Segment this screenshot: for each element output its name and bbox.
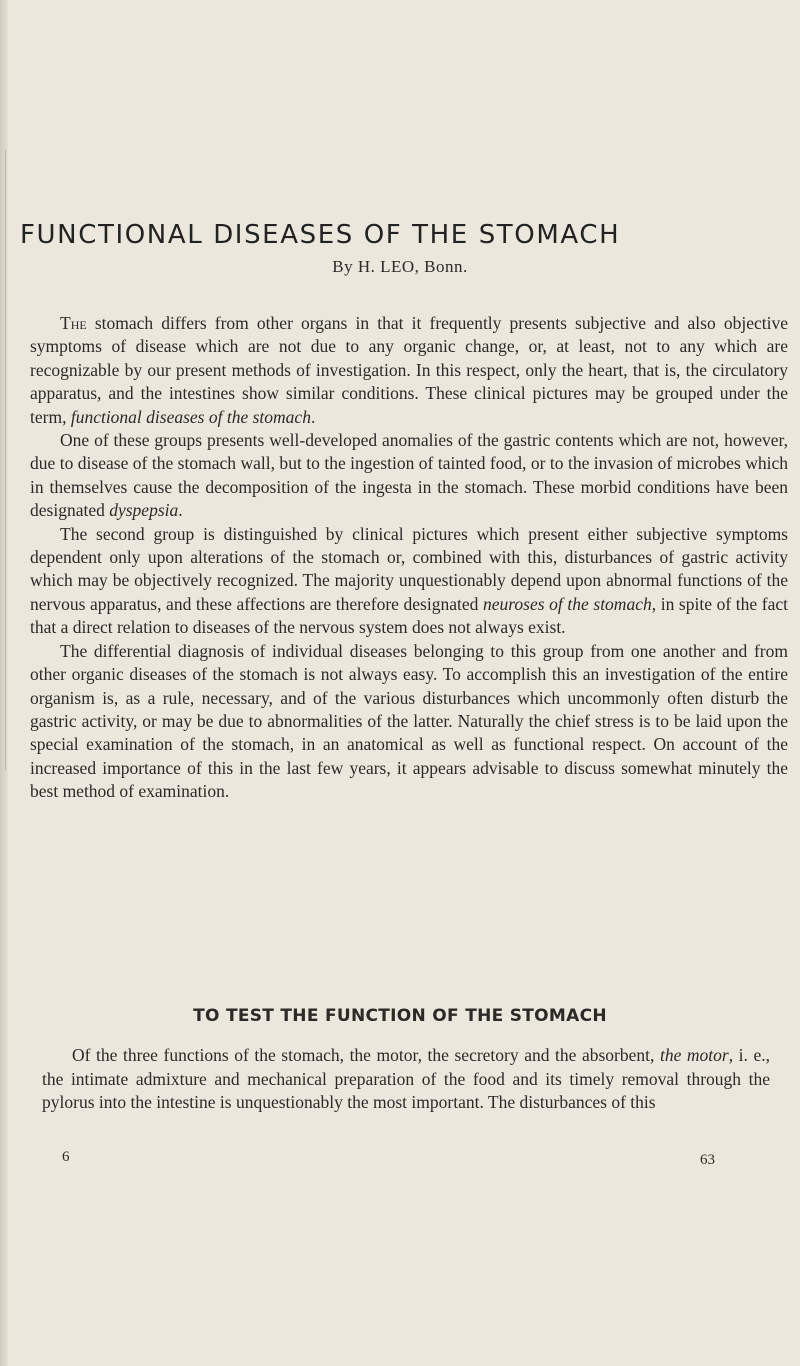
gutter-line: [5, 150, 6, 770]
section-heading: TO TEST THE FUNCTION OF THE STOMACH: [193, 1006, 607, 1026]
italic-term: neuroses of the stomach: [482, 593, 652, 614]
paragraph: [30, 429, 788, 523]
author-byline: By H. LEO, Bonn.: [332, 257, 468, 276]
paragraph-text: One of these groups presents well-developed anomalies of the gastric contents which are not, however, due to disease of the stomach wall, but to the ingestion of tainted food, or to the invasion of microbes which in themselves cause the decomposition of the ingesta in the stomach. These morbid conditions have been designated: [30, 430, 788, 521]
paragraph-text: The second group is distinguished by clinical pictures which present either subjective symptoms dependent only upon alterations of the stomach or, combined with this, disturbances of gastric activity which may be objectively recognized. The majority unquestionably depend upon abnormal functions of the nervous apparatus, and these affections are therefore designated: [30, 523, 788, 614]
paragraph-text: .: [178, 500, 183, 521]
italic-term: the motor: [659, 1045, 729, 1065]
paragraph: [30, 523, 788, 640]
signature-mark: 6: [62, 1149, 70, 1165]
paragraph: [30, 640, 788, 804]
paragraph-text: , i. e., the intimate admixture and mechanical preparation of the food and its timely removal through the pylorus into the intestine is unquestionably the most important. The disturbances of this: [42, 1045, 770, 1113]
italic-term: functional diseases of the stomach: [70, 406, 311, 427]
paragraph-text: The differential diagnosis of individual diseases belonging to this group from one another and from other organic diseases of the stomach is not always easy. To accomplish this an investigation of the entire organism is, as a rule, necessary, and of the various disturbances which uncommonly often disturb the gastric activity, or may be due to abnormalities of the latter. Naturally the chief stress is to be laid upon the special examination of the stomach, in an anatomical as well as functional respect. On account of the increased importance of this in the last few years, it appears advisable to discuss somewhat minutely the best method of examination.: [30, 640, 788, 802]
paragraph: [30, 312, 788, 429]
paragraph: [42, 1044, 770, 1115]
lead-word: The: [60, 313, 87, 333]
page-number: 63: [700, 1152, 715, 1168]
paragraph-text: , in spite of the fact that a direct relation to diseases of the nervous system does not always exist.: [30, 593, 789, 638]
paragraph-text: stomach differs from other organs in that it frequently presents subjective and also objective symptoms of disease which are not due to any organic change, or, at least, not to any which are recognizable by our present methods of investigation. In this respect, only the heart, that is, the circulatory apparatus, and the intestines show similar conditions. These clinical pictures may be grouped under the term,: [30, 313, 788, 427]
italic-term: dyspepsia: [109, 500, 179, 521]
page-binding-edge: [0, 0, 8, 1366]
paragraph-text: Of the three functions of the stomach, the motor, the secretory and the absorbent,: [72, 1045, 660, 1065]
section-text: [42, 1044, 770, 1115]
intro-text: [30, 312, 788, 804]
paragraph-text: .: [310, 406, 316, 427]
chapter-title: FUNCTIONAL DISEASES OF THE STOMACH: [20, 220, 621, 250]
